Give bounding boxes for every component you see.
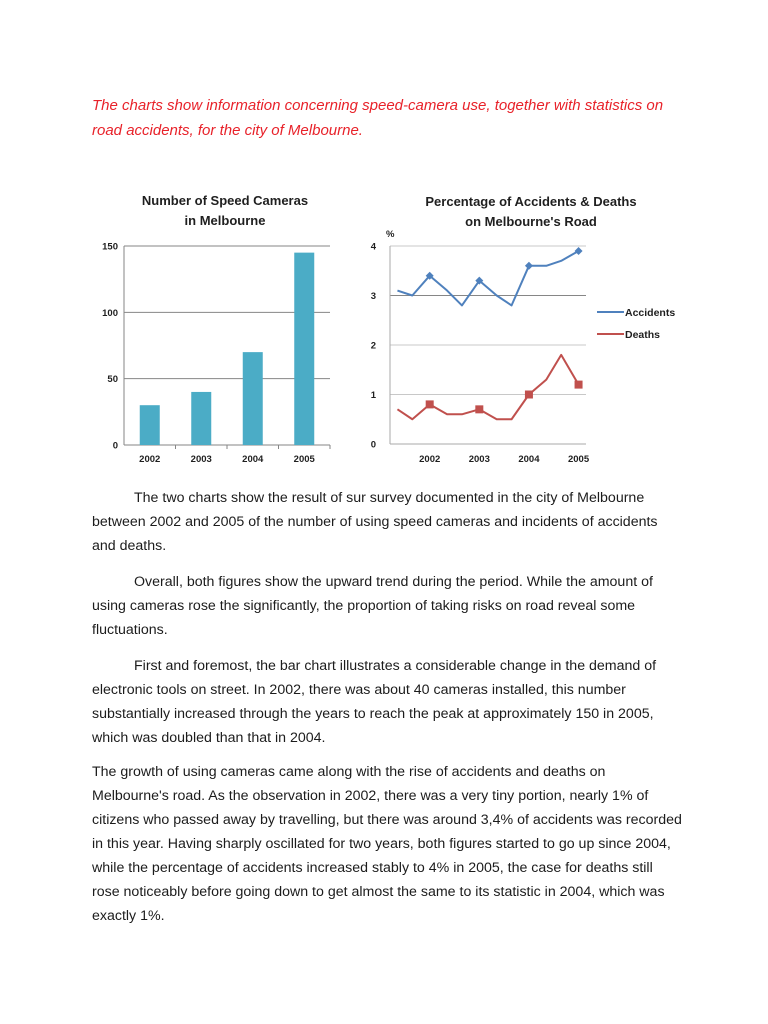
line-chart-title-line1: Percentage of Accidents & Deaths: [425, 194, 637, 209]
deaths-marker-2002: [426, 400, 434, 408]
line-chart-svg: [360, 185, 690, 475]
deaths-marker-2004: [525, 391, 533, 399]
bar-2003: [191, 392, 211, 445]
bar-chart-bars: [140, 253, 315, 445]
legend-deaths-label: Deaths: [625, 329, 661, 341]
accidents-marker-2004: [525, 262, 533, 270]
y-tick-label: 0: [370, 439, 376, 451]
deaths-line: [397, 355, 578, 419]
deaths-marker-2003: [475, 405, 483, 413]
paragraph-overview: Overall, both figures show the upward trend during the period. While the amount of using cameras rose the significantly, the proportion of taking risks on road reveal some fluctuations.: [92, 574, 653, 638]
chart-description-prompt: The charts show information concerning speed-camera use, together with statistics on road accidents, for the city of Melbourne.: [92, 97, 664, 139]
paragraph-body-2: The growth of using cameras came along with the rise of accidents and deaths on Melbourne's road. As the observation in 2002, there was a very tiny portion, nearly 1% of citizens who passed away by travelling, but there was around 3,4% of accidents was recorded in this year. Having sharply oscillated for two years, both figures started to go up since 2004, while the percentage of accidents increased stably to 4% in 2005, the case for deaths still rose noticeably before going down to get almost the same to its statistic in 2004, which was exactly 1%.: [92, 764, 682, 924]
accidents-line: [397, 251, 578, 305]
deaths-marker-2005: [575, 381, 583, 389]
x-tick-label: 2005: [567, 454, 590, 465]
x-tick-label: 2002: [419, 454, 441, 465]
line-chart-y-axis-ticks: [371, 242, 377, 451]
y-tick-label: 2: [370, 340, 376, 352]
x-tick-label: 2004: [518, 454, 540, 465]
y-tick-label: 150: [102, 241, 118, 253]
accidents-marker-2005: [575, 247, 583, 255]
line-chart-accidents-deaths: [360, 185, 690, 475]
bar-2005: [294, 253, 314, 445]
bar-chart-speed-cameras: [92, 185, 342, 475]
line-chart-x-axis-ticks: [419, 454, 590, 465]
x-tick-label: 2002: [139, 454, 161, 465]
line-chart-series: [397, 247, 582, 419]
x-tick-label: 2003: [190, 454, 212, 465]
line-chart-title-line2: on Melbourne's Road: [465, 214, 597, 229]
paragraph-introduction: The two charts show the result of sur survey documented in the city of Melbourne between 2002 and 2005 of the number of using speed cameras and incidents of accidents and deaths.: [92, 490, 658, 554]
paragraph-body-1: First and foremost, the bar chart illustrates a considerable change in the demand of electronic tools on street. In 2002, there was about 40 cameras installed, this number substantially increased through the years to reach the peak at approximately 150 in 2005, which was doubled than that in 2004.: [92, 658, 657, 746]
bar-chart-x-axis-ticks: [139, 454, 315, 465]
y-tick-label: 100: [102, 307, 118, 319]
y-tick-label: 4: [370, 241, 376, 253]
line-chart-legend: [597, 307, 675, 341]
y-tick-label: 3: [370, 291, 376, 302]
x-tick-label: 2003: [468, 454, 490, 465]
line-chart-y-axis-unit: %: [386, 229, 395, 240]
bar-chart-svg: [92, 185, 342, 475]
bar-chart-title-line1: Number of Speed Cameras: [141, 193, 309, 208]
y-tick-label: 50: [107, 374, 118, 386]
bar-2002: [140, 405, 160, 445]
bar-2004: [243, 352, 263, 445]
y-tick-label: 1: [370, 390, 376, 401]
bar-chart-y-axis-ticks: [102, 242, 118, 452]
x-tick-label: 2005: [293, 454, 315, 465]
bar-chart-title-line2: in Melbourne: [184, 213, 266, 228]
legend-accidents-label: Accidents: [625, 307, 676, 319]
y-tick-label: 0: [112, 440, 118, 452]
x-tick-label: 2004: [242, 454, 264, 465]
